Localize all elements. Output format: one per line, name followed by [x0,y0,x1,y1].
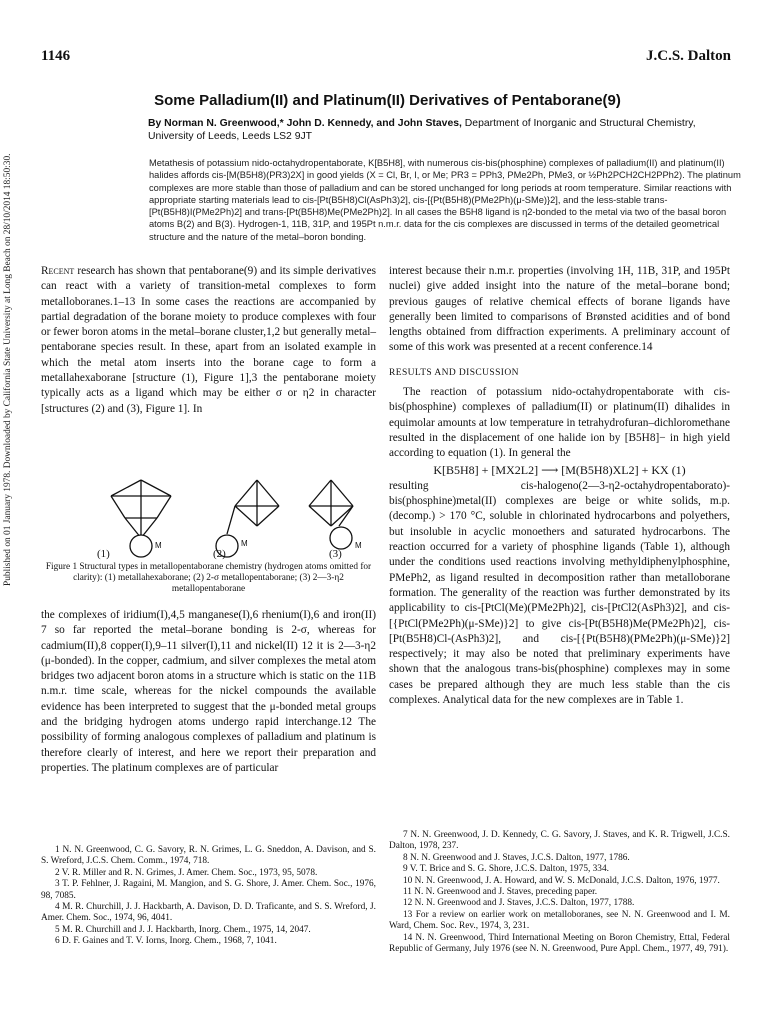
section-heading: RESULTS AND DISCUSSION [389,367,519,378]
left-references [41,845,376,948]
cage-bond [111,496,125,518]
equation-1: K[B5H8] + [MX2L2] ⟶ [M(B5H8)XL2] + KX (1) [433,462,686,477]
reference-item: 4 M. R. Churchill, J. J. Hackbarth, A. Davison, D. D. Traficante, and S. S. Wreford, J. Amer. Chem. Soc., 1974, 96, 4041. [41,902,376,924]
reference-item: 7 N. N. Greenwood, J. D. Kennedy, C. G. Savory, J. Staves, and K. R. Trigwell, J.C.S. Dalton, 1978, 237. [389,830,730,852]
cage-bond [257,506,279,526]
body-paragraph: resulting cis-halogeno(2—3-η2-octahydropentaborato)-bis(phosphine)metal(II) complexes are beige or white solids, m.p. (decomp.) > 170 °C, soluble in chlorinated hydrocarbons and polyethers, but insoluble in acyclic monoethers and saturated hydrocarbons. The reaction occurred for a variety of phosphine ligands (Table 1), although under the conditions used reactions involving methyldiphenylphosphine, PMePh2, as ligand resulted in decomposition rather than metalloborane formation. The generality of the reaction was further demonstrated by its applicability to cis-[PtCl(Me)(PMe2Ph)2], cis-[PtCl2(AsPh3)2], and cis-[{PtCl(PMe2Ph)(μ-SMe)}2] to give cis-[Pt(B5H8)Me(PMe2Ph)2], cis-[Pt(B5H8)Cl-(AsPh3)2], and cis-[{Pt(B5H8)(PMe2Ph)(μ-SMe)}2] respectively; it may also be noted that preliminary experiments have shown that the analogous trans-bis(phosphine) complexes may in some cases be prepared although they are much less stable than the cis complexes. Analytical data for the new complexes are in Table 1. [389,479,730,707]
metal-label: M [155,541,162,550]
metal-label: M [355,541,362,550]
cage-bond [235,480,257,506]
metal-label: M [241,539,248,548]
metal-atom-circle [330,527,352,549]
author-names: By Norman N. Greenwood,* John D. Kennedy, and John Staves, [148,118,462,129]
cage-bond [257,480,279,506]
author-block [148,117,728,143]
abstract: Metathesis of potassium nido-octahydropentaborate, K[B5H8], with numerous cis-bis(phosphine) complexes of palladium(II) and platinum(II) halides affords cis-[M(B5H8)(PR3)2X] in good yields (X = Cl, Br, I, or Me; PR3 = PPh3, PMe2Ph, PMe3, or ½Ph2PCH2CH2PPh2). The platinum complexes are more stable than those of palladium and can be stored unchanged for long periods at room temperature. Similar reactions with appropriate starting materials lead to cis-[Pt(B5H8)Cl(AsPh3)2], cis-[{Pt(B5H8)(PMe2Ph)(μ-SMe)}2], and the less-stable trans-[Pt(B5H8)I(PMe2Ph)2] and trans-[Pt(B5H8)Me(PMe2Ph)2]. In all cases the B5H8 ligand is η2-bonded to the metal via two of the basal boron atoms B(2) and B(3). Hydrogen-1, 11B, 31P, and 195Pt n.m.r. data for the cis complexes are discussed in terms of the detailed geometrical structure and the nature of the metal–boron bonding. [149,158,741,242]
figure-label-1: (1) [97,548,110,560]
reference-item: 13 For a review on earlier work on metalloboranes, see N. N. Greenwood and I. M. Ward, Chem. Soc. Rev., 1974, 3, 231. [389,909,730,932]
reference-item: 1 N. N. Greenwood, C. G. Savory, R. N. Grimes, L. G. Sneddon, A. Davison, and S. S. Wreford, J.C.S. Chem. Comm., 1974, 718. [41,845,376,867]
reference-item: 8 N. N. Greenwood and J. Staves, J.C.S. Dalton, 1977, 1786. [403,852,630,863]
body-paragraph: the complexes of iridium(I),4,5 manganese(I),6 rhenium(I),6 and iron(II) 7 so far reported the metal–borane bonding is 2-σ, whereas for cadmium(II),8 copper(I),9–11 silver(I),11 and nickel(II) 12 it is 2—3-η2 (μ-bonded). In the copper, cadmium, and silver complexes the metal atom bridges two adjacent boron atoms in a structure which is static on the 11B n.m.r. time scale, whereas for the nickel compounds the available evidence has been interpreted to suggest that the μ-bonded metal groups and the bridging hydrogen atoms undergo rapid interchange.12 The possibility of forming analogous complexes of palladium and platinum is therefore clearly of interest, and here we report their preparation and properties. The platinum complexes are of particular [41,609,376,774]
reference-item: 10 N. N. Greenwood, J. A. Howard, and W. S. McDonald, J.C.S. Dalton, 1976, 1977. [403,875,720,886]
left-column-body [41,608,376,776]
reference-item: 3 T. P. Fehlner, J. Ragaini, M. Mangion, and S. G. Shore, J. Amer. Chem. Soc., 1976, 98, 7085. [41,879,376,901]
left-column-intro [41,264,376,417]
intro-paragraph [41,264,376,417]
figure-1-structures [41,474,376,574]
figure-label-2: (2) [213,548,226,560]
reference-item: 12 N. N. Greenwood and J. Staves, J.C.S. Dalton, 1977, 1788. [403,898,635,909]
cage-bond [157,496,171,518]
reference-item: 14 N. N. Greenwood, Third International Meeting on Boron Chemistry, Ettal, Federal Republic of Germany, July 1976 (see N. N. Greenwood, Pure Appl. Chem., 1977, 49, 791). [389,932,730,955]
right-references [389,830,730,955]
cage-bond [111,480,141,496]
body-paragraph: interest because their n.m.r. properties (involving 1H, 11B, 31P, and 195Pt nuclei) give added insight into the nature of the metal–borane bond; previous gauges of relative chemical effects of borane ligands have generally been limited to comparisons of Brønsted acidities and of bond lengths obtained from diffraction experiments. A preliminary account of some of this work was presented at a recent conference.14 [389,265,730,354]
page-number: 1146 [41,48,71,64]
body-paragraph: The reaction of potassium nido-octahydropentaborate with cis-bis(phosphine) complexes of palladium(II) or platinum(II) dihalides in equimolar amounts at low temperature in tetrahydrofuran–dichloromethane resulted in the displacement of one halide ion by [B5H8]− in high yield according to equation (1). In general the [389,386,730,460]
right-column [389,264,730,708]
journal-name: J.C.S. Dalton [645,48,731,64]
figure-label-3: (3) [329,548,342,560]
metal-bond [227,506,235,534]
metal-atom-circle [130,535,152,557]
article-title: Some Palladium(II) and Platinum(II) Derivatives of Pentaborane(9) [154,92,621,109]
reference-item: 6 D. F. Gaines and T. V. Iorns, Inorg. Chem., 1968, 7, 1041. [55,936,277,947]
cage-bond [235,506,257,526]
author-affiliation: Department of Inorganic and Structural Chemistry, University of Leeds, Leeds LS2 9JT [148,118,696,142]
reference-item: 11 N. N. Greenwood and J. Staves, preceding paper. [403,887,598,898]
intro-text: research has shown that pentaborane(9) and its simple derivatives can react with a variety of transition-metal complexes to form metalloboranes.1–13 In some cases the reactions are accompanied by partial degradation of the borane moiety to produce complexes with four or fewer boron atoms in the metal–borane cluster,1,2 but generally metal–pentaborane species result. In these, apart from an isolated example in which the metal atom inserts into the borane cage to form a metallahexaborane [structure (1), Figure 1],3 the pentaborane moiety typically acts as a ligand which may be either σ or η2 in character [structures (2) and (3), Figure 1]. In [41,265,376,415]
cage-bond [141,480,171,496]
reference-item: 9 V. T. Brice and S. G. Shore, J.C.S. Dalton, 1975, 334. [403,864,609,875]
figure-caption: Figure 1 Structural types in metallopentaborane chemistry (hydrogen atoms omitted for clarity): (1) metallahexaborane; (2) 2-σ metallopentaborane; (3) 2—3-η2 metallopentaborane [45,562,372,595]
cage-bond [309,506,331,526]
intro-lead-word: Recent [41,265,75,277]
reference-item: 5 M. R. Churchill and J. J. Hackbarth, Inorg. Chem., 1975, 14, 2047. [55,924,311,935]
cage-bond [309,480,331,506]
cage-bond [331,506,353,526]
download-notice: Published on 01 January 1978. Downloaded by California State University at Long Beach on 28/10/2014 18:50:30. [3,153,13,587]
reference-item: 2 V. R. Miller and R. N. Grimes, J. Amer. Chem. Soc., 1973, 95, 5078. [55,867,318,878]
cage-bond [331,480,353,506]
